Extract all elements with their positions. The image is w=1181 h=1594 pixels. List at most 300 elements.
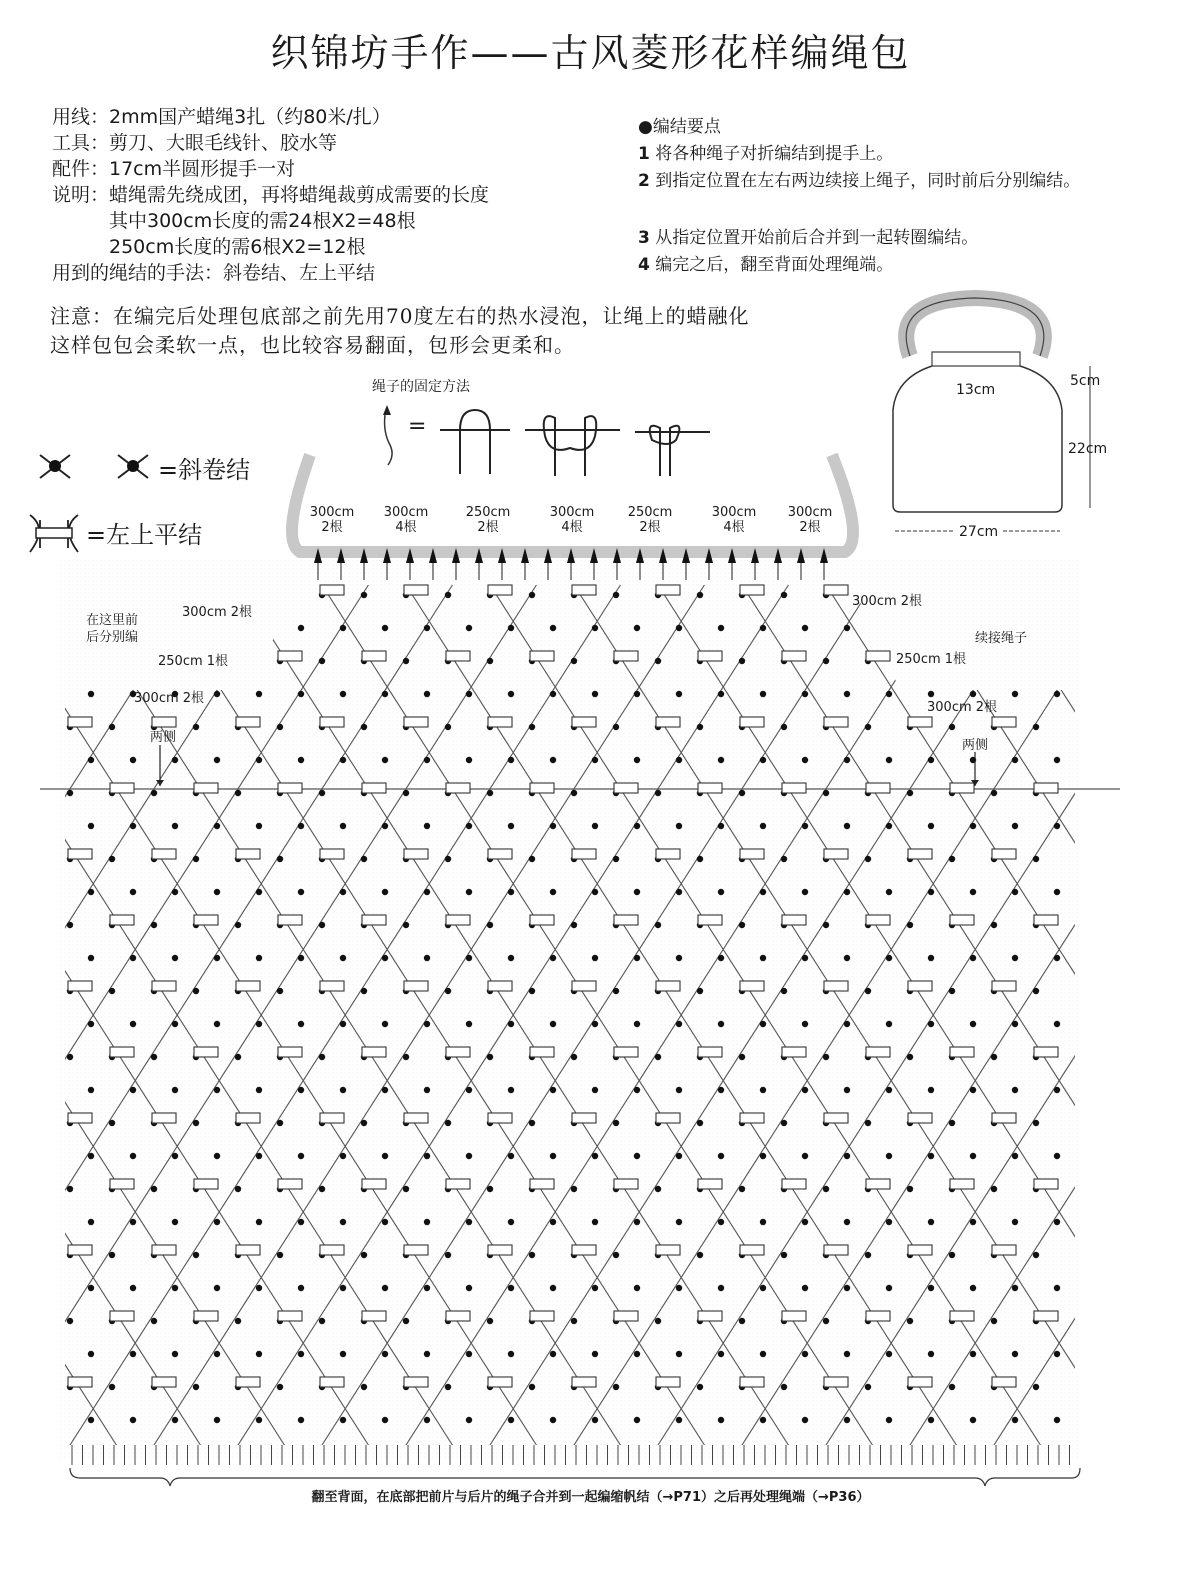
flat-knot bbox=[572, 1245, 596, 1255]
diagonal-knot-dot bbox=[907, 1054, 913, 1060]
diagonal-knot-dot bbox=[844, 1219, 850, 1225]
diagonal-knot-dot bbox=[1012, 1351, 1018, 1357]
diagonal-knot-dot bbox=[1012, 889, 1018, 895]
diagonal-knot-dot bbox=[130, 1153, 136, 1159]
diagonal-knot-dot bbox=[340, 889, 346, 895]
flat-knot bbox=[782, 1179, 806, 1189]
diagonal-knot-dot bbox=[130, 955, 136, 961]
flat-knot bbox=[908, 1245, 932, 1255]
diagonal-knot-dot bbox=[466, 1351, 472, 1357]
diagonal-knot-dot bbox=[697, 1384, 703, 1390]
diagonal-knot-dot bbox=[130, 1285, 136, 1291]
diagonal-knot-dot bbox=[718, 1021, 724, 1027]
diagonal-knot-dot bbox=[529, 1384, 535, 1390]
diagonal-knot-dot bbox=[235, 1186, 241, 1192]
label-right-both: 两侧 bbox=[962, 738, 989, 753]
diagonal-knot-dot bbox=[802, 691, 808, 697]
diagonal-knot-dot bbox=[928, 823, 934, 829]
diagonal-knot-dot bbox=[550, 625, 556, 631]
flat-knot bbox=[68, 1245, 92, 1255]
diagonal-knot-dot bbox=[928, 1285, 934, 1291]
diagonal-knot-dot bbox=[928, 1087, 934, 1093]
diagonal-knot-dot bbox=[928, 1021, 934, 1027]
flat-knot bbox=[236, 981, 260, 991]
diagonal-knot-dot bbox=[655, 922, 661, 928]
diagonal-knot-dot bbox=[340, 1219, 346, 1225]
diagonal-knot-dot bbox=[256, 757, 262, 763]
diagonal-knot-dot bbox=[256, 823, 262, 829]
diagonal-knot-dot bbox=[970, 1285, 976, 1291]
flat-knot bbox=[362, 1311, 386, 1321]
diagonal-knot-dot bbox=[760, 823, 766, 829]
diagonal-knot-dot bbox=[340, 955, 346, 961]
diagonal-knot-dot bbox=[844, 1087, 850, 1093]
diagonal-knot-dot bbox=[634, 1087, 640, 1093]
diagonal-knot-dot bbox=[445, 856, 451, 862]
diagonal-knot-dot bbox=[214, 889, 220, 895]
flat-knot bbox=[824, 849, 848, 859]
diagonal-knot-dot bbox=[130, 1417, 136, 1423]
flat-knot bbox=[194, 1047, 218, 1057]
diagonal-knot-dot bbox=[172, 823, 178, 829]
flat-knot bbox=[782, 915, 806, 925]
flat-knot bbox=[278, 1179, 302, 1189]
cord-group-label: 250cm 2根 bbox=[465, 505, 511, 535]
flat-knot bbox=[614, 1179, 638, 1189]
diagonal-knot-dot bbox=[991, 1186, 997, 1192]
flat-knot bbox=[110, 915, 134, 925]
diagonal-knot-dot bbox=[298, 691, 304, 697]
diagonal-knot-dot bbox=[214, 1219, 220, 1225]
diagonal-knot-dot bbox=[1033, 1120, 1039, 1126]
flat-knot bbox=[530, 1047, 554, 1057]
diagonal-knot-dot bbox=[592, 823, 598, 829]
diagonal-knot-dot bbox=[760, 1417, 766, 1423]
diagonal-knot-dot bbox=[67, 790, 73, 796]
flat-knot bbox=[488, 585, 512, 595]
diagonal-knot-dot bbox=[844, 1351, 850, 1357]
diagonal-knot-dot bbox=[151, 1186, 157, 1192]
diagonal-knot-dot bbox=[88, 1417, 94, 1423]
diagonal-knot-dot bbox=[928, 757, 934, 763]
diagonal-knot-dot bbox=[508, 1417, 514, 1423]
flat-knot bbox=[992, 717, 1016, 727]
diagonal-knot-dot bbox=[823, 1318, 829, 1324]
flat-knot bbox=[824, 1377, 848, 1387]
flat-knot bbox=[656, 849, 680, 859]
diagonal-knot-dot bbox=[802, 625, 808, 631]
diagonal-knot-dot bbox=[214, 1285, 220, 1291]
diagonal-knot-dot bbox=[991, 922, 997, 928]
flat-knot bbox=[152, 981, 176, 991]
cord-group-label: 300cm 4根 bbox=[549, 505, 595, 535]
diagonal-knot-dot bbox=[571, 1318, 577, 1324]
flat-knot bbox=[404, 1245, 428, 1255]
flat-knot bbox=[992, 1113, 1016, 1123]
flat-knot bbox=[488, 1245, 512, 1255]
flat-knot bbox=[446, 1047, 470, 1057]
bottom-brace bbox=[70, 1468, 1080, 1486]
flat-knot bbox=[614, 915, 638, 925]
diagonal-knot-icon bbox=[40, 455, 70, 478]
diagonal-knot-dot bbox=[760, 1285, 766, 1291]
flat-knot bbox=[740, 1113, 764, 1123]
diagonal-knot-dot bbox=[424, 1285, 430, 1291]
diagonal-knot-dot bbox=[676, 955, 682, 961]
diagonal-knot-dot bbox=[88, 1153, 94, 1159]
diagonal-knot-dot bbox=[781, 988, 787, 994]
diagonal-knot-dot bbox=[340, 691, 346, 697]
diagonal-knot-dot bbox=[172, 1087, 178, 1093]
diagonal-knot-dot bbox=[760, 1153, 766, 1159]
diagonal-knot-dot bbox=[823, 1054, 829, 1060]
diagonal-knot-dot bbox=[655, 658, 661, 664]
diagonal-knot-dot bbox=[361, 1384, 367, 1390]
diagonal-knot-dot bbox=[466, 757, 472, 763]
diagonal-knot-dot bbox=[529, 856, 535, 862]
diagonal-knot-dot bbox=[844, 955, 850, 961]
flat-knot bbox=[782, 783, 806, 793]
bag-shape-diagram bbox=[893, 298, 1090, 531]
diagonal-knot-dot bbox=[88, 1087, 94, 1093]
diagonal-knot-dot bbox=[319, 790, 325, 796]
diagonal-knot-dot bbox=[1012, 1285, 1018, 1291]
flat-knot bbox=[1034, 783, 1058, 793]
diagonal-knot-dot bbox=[508, 625, 514, 631]
diagonal-knot-dot bbox=[382, 955, 388, 961]
diagonal-knot-dot bbox=[1012, 691, 1018, 697]
flat-knot bbox=[362, 651, 386, 661]
diagonal-knot-dot bbox=[466, 1417, 472, 1423]
diagonal-knot-dot bbox=[781, 1252, 787, 1258]
diagonal-knot-dot bbox=[613, 1252, 619, 1258]
diagonal-knot-dot bbox=[130, 1219, 136, 1225]
point-item: 2 到指定位置在左右两边续接上绳子，同时前后分别编结。 bbox=[638, 171, 1081, 191]
flat-knot bbox=[236, 1377, 260, 1387]
flat-knot bbox=[950, 915, 974, 925]
diagonal-knot-dot bbox=[1012, 757, 1018, 763]
diagonal-knot-dot bbox=[928, 1351, 934, 1357]
diagonal-knot-dot bbox=[88, 955, 94, 961]
diagonal-knot-dot bbox=[109, 1252, 115, 1258]
diagonal-knot-dot bbox=[298, 889, 304, 895]
flat-knot bbox=[320, 849, 344, 859]
flat-knot bbox=[572, 585, 596, 595]
diagonal-knot-dot bbox=[424, 1087, 430, 1093]
diagonal-knot-dot bbox=[550, 691, 556, 697]
diagonal-knot-dot bbox=[592, 1417, 598, 1423]
label-left-add-3: 300cm 2根 bbox=[134, 691, 205, 706]
diagonal-knot-dot bbox=[613, 1120, 619, 1126]
flat-knot bbox=[908, 1377, 932, 1387]
diagonal-knot-dot bbox=[277, 1384, 283, 1390]
flat-knot bbox=[446, 651, 470, 661]
pattern-background bbox=[60, 560, 1080, 1460]
diagonal-knot-dot bbox=[130, 889, 136, 895]
flat-knot bbox=[446, 1179, 470, 1189]
diagonal-knot-dot bbox=[886, 1417, 892, 1423]
cord-group-label: 300cm 4根 bbox=[383, 505, 429, 535]
diagonal-knot-dot bbox=[277, 856, 283, 862]
diagonal-knot-dot bbox=[193, 724, 199, 730]
flat-knot bbox=[446, 1311, 470, 1321]
diagonal-knot-dot bbox=[844, 1021, 850, 1027]
diagonal-knot-dot bbox=[823, 922, 829, 928]
flat-knot bbox=[320, 1245, 344, 1255]
flat-knot bbox=[614, 1311, 638, 1321]
diagonal-knot-dot bbox=[508, 1351, 514, 1357]
diagonal-knot-dot bbox=[130, 1351, 136, 1357]
diagonal-knot-dot bbox=[340, 1087, 346, 1093]
diagonal-knot-dot bbox=[466, 1087, 472, 1093]
diagonal-knot-dot bbox=[214, 823, 220, 829]
legend-flat-knot: =左上平结 bbox=[86, 521, 203, 549]
diagonal-knot-dot bbox=[865, 1120, 871, 1126]
diagonal-knot-dot bbox=[361, 1120, 367, 1126]
diagonal-knot-dot bbox=[781, 724, 787, 730]
diagonal-knot-dot bbox=[550, 955, 556, 961]
diagonal-knot-dot bbox=[109, 988, 115, 994]
diagonal-knot-dot bbox=[487, 1186, 493, 1192]
diagonal-knot-dot bbox=[739, 1318, 745, 1324]
diagonal-knot-dot bbox=[88, 691, 94, 697]
diagonal-knot-dot bbox=[403, 1318, 409, 1324]
diagonal-knot-dot bbox=[88, 1219, 94, 1225]
flat-knot bbox=[740, 981, 764, 991]
diagonal-knot-dot bbox=[319, 922, 325, 928]
flat-knot bbox=[530, 915, 554, 925]
flat-knot bbox=[740, 585, 764, 595]
diagonal-knot-dot bbox=[550, 1417, 556, 1423]
diagonal-knot-dot bbox=[1012, 1087, 1018, 1093]
diagonal-knot-dot bbox=[802, 955, 808, 961]
flat-knot bbox=[362, 783, 386, 793]
diagonal-knot-dot bbox=[508, 691, 514, 697]
diagonal-knot-dot bbox=[382, 1417, 388, 1423]
diagonal-knot-dot bbox=[424, 1417, 430, 1423]
flat-knot bbox=[656, 1377, 680, 1387]
diagonal-knot-dot bbox=[655, 1054, 661, 1060]
diagonal-knot-dot bbox=[718, 1351, 724, 1357]
diagonal-knot-dot bbox=[655, 1318, 661, 1324]
diagonal-knot-dot bbox=[949, 1384, 955, 1390]
flat-knot bbox=[866, 783, 890, 793]
diagonal-knot-dot bbox=[970, 955, 976, 961]
diagonal-knot-dot bbox=[88, 1285, 94, 1291]
diagonal-knot-dot bbox=[361, 856, 367, 862]
flat-knot bbox=[320, 1113, 344, 1123]
diagonal-knot-dot bbox=[508, 889, 514, 895]
flat-knot bbox=[110, 783, 134, 793]
diagonal-knot-dot bbox=[256, 691, 262, 697]
flat-knot bbox=[908, 981, 932, 991]
diagonal-knot-dot bbox=[340, 757, 346, 763]
diagonal-knot-dot bbox=[613, 988, 619, 994]
diagonal-knot-dot bbox=[970, 1153, 976, 1159]
diagonal-knot-dot bbox=[214, 1087, 220, 1093]
diagonal-knot-dot bbox=[193, 1384, 199, 1390]
diagonal-knot-dot bbox=[1012, 1021, 1018, 1027]
diagonal-knot-dot bbox=[424, 1351, 430, 1357]
flat-knot bbox=[782, 1311, 806, 1321]
flat-knot bbox=[404, 1113, 428, 1123]
diagonal-knot-dot bbox=[1033, 1252, 1039, 1258]
diagonal-knot-dot bbox=[172, 1219, 178, 1225]
flat-knot bbox=[656, 1113, 680, 1123]
diagonal-cord bbox=[1078, 585, 1181, 1445]
diagonal-knot-dot bbox=[466, 955, 472, 961]
diagonal-knot-dot bbox=[886, 889, 892, 895]
diagonal-knot-dot bbox=[130, 823, 136, 829]
flat-knot bbox=[152, 1113, 176, 1123]
flat-knot bbox=[236, 849, 260, 859]
material-line: 说明：蜡绳需先绕成团，再将蜡绳裁剪成需要的长度 bbox=[52, 184, 490, 206]
diagonal-knot-dot bbox=[172, 757, 178, 763]
bag-width: 27cm bbox=[955, 524, 1002, 540]
diagonal-knot-dot bbox=[298, 1087, 304, 1093]
diagonal-knot-dot bbox=[592, 625, 598, 631]
flat-knot bbox=[488, 1377, 512, 1387]
flat-knot bbox=[194, 915, 218, 925]
flat-knot bbox=[68, 981, 92, 991]
diagonal-knot-dot bbox=[235, 1318, 241, 1324]
flat-knot bbox=[698, 915, 722, 925]
diagonal-knot-dot bbox=[697, 592, 703, 598]
diagonal-knot-dot bbox=[1054, 1219, 1060, 1225]
diagonal-knot-dot bbox=[928, 1219, 934, 1225]
flat-knot bbox=[362, 1179, 386, 1189]
diagonal-knot-dot bbox=[67, 1054, 73, 1060]
flat-knot bbox=[656, 1245, 680, 1255]
diagonal-knot-dot bbox=[382, 1219, 388, 1225]
flat-knot bbox=[740, 717, 764, 727]
diagonal-knot-dot bbox=[865, 1252, 871, 1258]
diagonal-knot-dot bbox=[130, 757, 136, 763]
flat-knot bbox=[824, 585, 848, 595]
diagonal-knot-dot bbox=[340, 625, 346, 631]
flat-knot bbox=[446, 915, 470, 925]
flat-knot bbox=[1034, 1047, 1058, 1057]
diagonal-knot-dot bbox=[949, 1252, 955, 1258]
diagonal-knot-dot bbox=[256, 1219, 262, 1225]
diagonal-knot-dot bbox=[529, 988, 535, 994]
flat-knot bbox=[278, 783, 302, 793]
flat-knot bbox=[530, 651, 554, 661]
diagonal-knot-dot bbox=[970, 1351, 976, 1357]
diagonal-knot-dot bbox=[844, 625, 850, 631]
diagonal-knot-dot bbox=[214, 1417, 220, 1423]
diagonal-knot-dot bbox=[970, 889, 976, 895]
diagonal-knot-dot bbox=[865, 724, 871, 730]
label-right-join: 续接绳子 bbox=[975, 631, 1028, 646]
diagonal-knot-dot bbox=[781, 856, 787, 862]
diagonal-knot-dot bbox=[718, 1285, 724, 1291]
flat-knot bbox=[362, 1047, 386, 1057]
diagonal-knot-dot bbox=[928, 1417, 934, 1423]
flat-knot bbox=[194, 783, 218, 793]
diagonal-knot-dot bbox=[634, 823, 640, 829]
diagonal-knot-dot bbox=[151, 790, 157, 796]
flat-knot bbox=[1034, 1311, 1058, 1321]
flat-knot bbox=[656, 981, 680, 991]
flat-knot bbox=[656, 717, 680, 727]
diagonal-knot-dot bbox=[424, 625, 430, 631]
flat-knot bbox=[950, 1179, 974, 1189]
cord-group-label: 300cm 2根 bbox=[309, 505, 355, 535]
diagonal-knot-dot bbox=[424, 1153, 430, 1159]
diagonal-knot-dot bbox=[382, 823, 388, 829]
diagonal-knot-dot bbox=[571, 658, 577, 664]
diagonal-knot-dot bbox=[697, 988, 703, 994]
diagonal-knot-dot bbox=[970, 1021, 976, 1027]
diagonal-knot-dot bbox=[760, 1021, 766, 1027]
diagonal-knot-dot bbox=[907, 922, 913, 928]
flat-knot bbox=[866, 1047, 890, 1057]
diagonal-knot-dot bbox=[592, 757, 598, 763]
diagonal-knot-dot bbox=[970, 1219, 976, 1225]
diagonal-knot-dot bbox=[298, 1285, 304, 1291]
diagonal-knot-dot bbox=[172, 1021, 178, 1027]
diagonal-knot-dot bbox=[277, 724, 283, 730]
diagonal-knot-dot bbox=[1054, 1351, 1060, 1357]
diagonal-knot-dot bbox=[466, 1285, 472, 1291]
flat-knot bbox=[194, 1311, 218, 1321]
diagonal-knot-dot bbox=[718, 889, 724, 895]
diagonal-knot-dot bbox=[865, 988, 871, 994]
bag-body-height: 22cm bbox=[1068, 441, 1108, 457]
diagonal-knot-dot bbox=[382, 625, 388, 631]
flat-knot bbox=[908, 849, 932, 859]
flat-knot bbox=[152, 1377, 176, 1387]
flat-knot bbox=[866, 1179, 890, 1189]
diagonal-knot-dot bbox=[235, 922, 241, 928]
diagonal-knot-dot bbox=[634, 1417, 640, 1423]
diagonal-knot-dot bbox=[424, 757, 430, 763]
diagonal-knot-dot bbox=[151, 1054, 157, 1060]
flat-knot bbox=[572, 1377, 596, 1387]
diagonal-knot-dot bbox=[907, 790, 913, 796]
diagonal-knot-dot bbox=[865, 856, 871, 862]
diagonal-knot-dot bbox=[298, 1153, 304, 1159]
diagonal-knot-dot bbox=[592, 889, 598, 895]
diagonal-knot-dot bbox=[592, 691, 598, 697]
flat-knot bbox=[572, 981, 596, 991]
flat-knot bbox=[698, 1179, 722, 1189]
diagonal-knot-dot bbox=[424, 889, 430, 895]
diagonal-knot-dot bbox=[592, 1219, 598, 1225]
diagonal-knot-dot bbox=[1012, 1417, 1018, 1423]
diagonal-knot-dot bbox=[529, 1252, 535, 1258]
label-right-add-3: 300cm 2根 bbox=[927, 700, 998, 715]
diagonal-knot-dot bbox=[109, 724, 115, 730]
diagonal-knot-dot bbox=[970, 1417, 976, 1423]
flat-knot bbox=[950, 1311, 974, 1321]
point-item: 1 将各种绳子对折编结到提手上。 bbox=[638, 144, 894, 164]
flat-knot bbox=[110, 1179, 134, 1189]
flat-knot bbox=[740, 1377, 764, 1387]
diagonal-knot-dot bbox=[130, 1087, 136, 1093]
diagonal-knot-dot bbox=[823, 658, 829, 664]
diagonal-knot-dot bbox=[634, 889, 640, 895]
diagonal-knot-dot bbox=[760, 955, 766, 961]
diagonal-knot-dot bbox=[172, 1417, 178, 1423]
diagonal-knot-dot bbox=[214, 1351, 220, 1357]
diagonal-knot-dot bbox=[88, 1351, 94, 1357]
diagonal-knot-dot bbox=[613, 592, 619, 598]
flat-knot bbox=[908, 717, 932, 727]
diagonal-knot-dot bbox=[760, 757, 766, 763]
diagonal-knot-dot bbox=[445, 1120, 451, 1126]
